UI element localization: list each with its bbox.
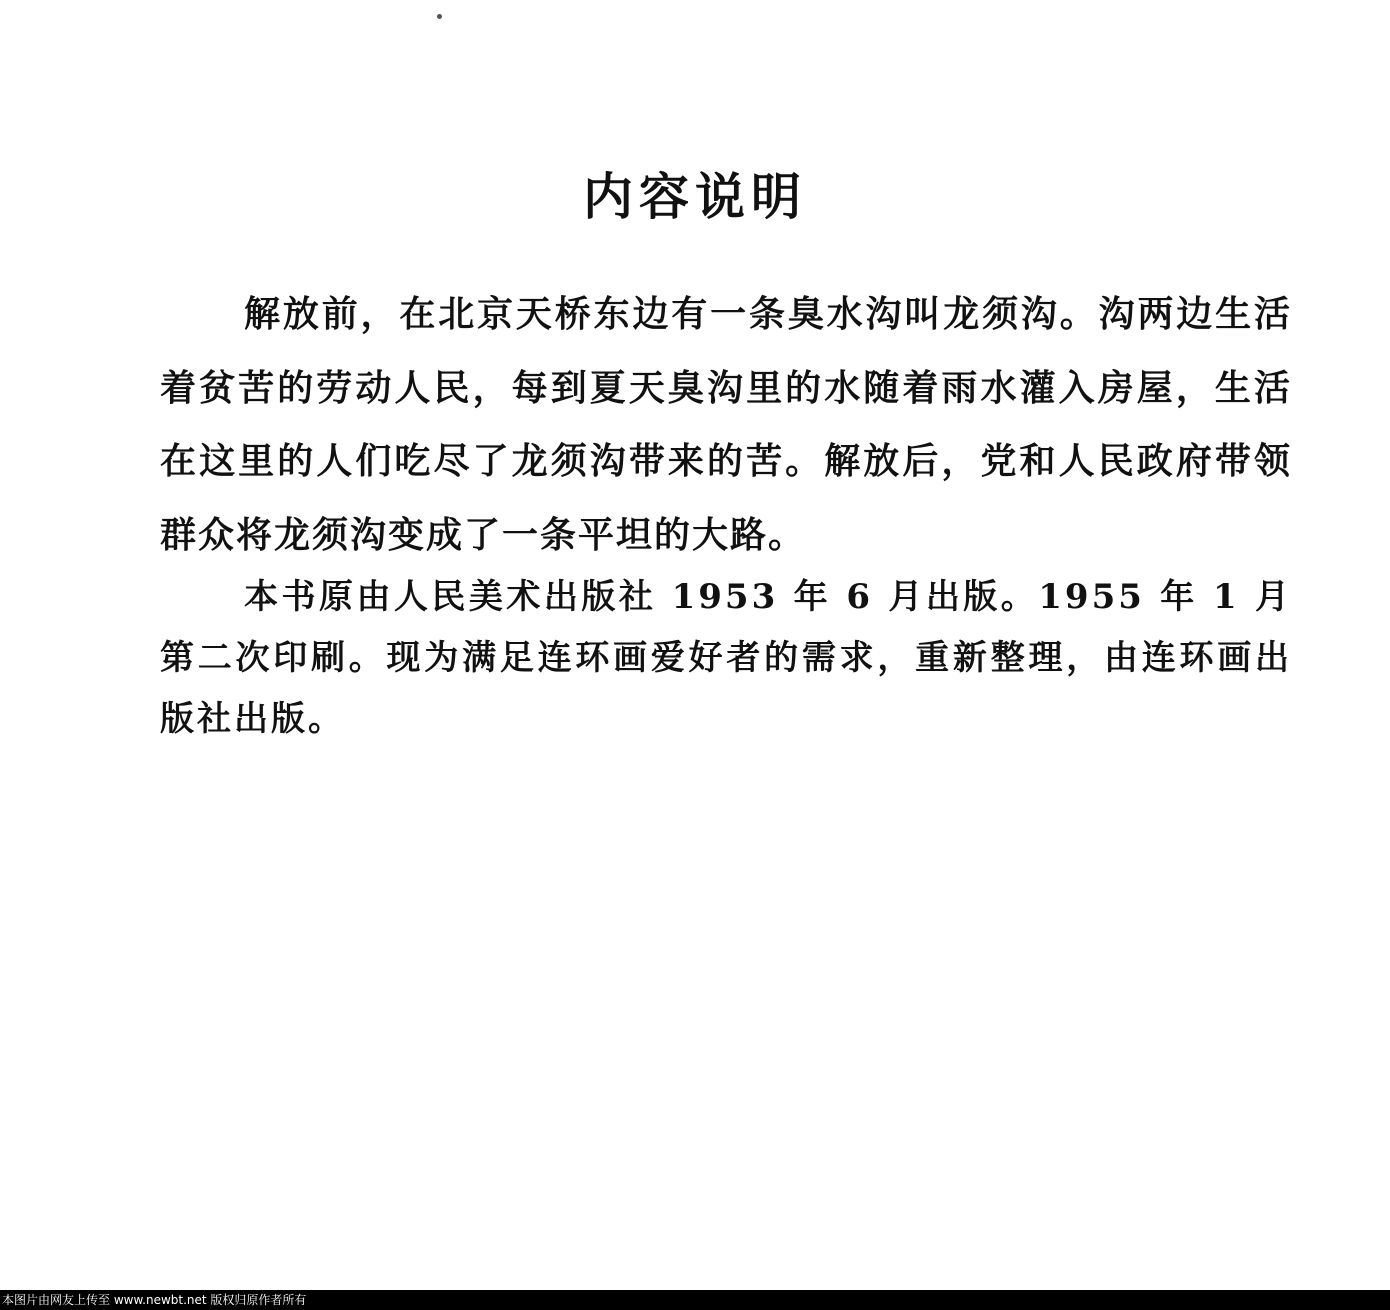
scan-speck: [437, 14, 442, 19]
page-title: 内容说明: [583, 168, 807, 226]
watermark-footer-text: 本图片由网友上传至 www.newbt.net 版权归原作者所有: [2, 1293, 307, 1307]
watermark-footer-bar: [0, 1290, 1390, 1310]
paragraph-story-summary: 解放前，在北京天桥东边有一条臭水沟叫龙须沟。沟两边生活着贫苦的劳动人民，每到夏天臭沟里的水随着雨水灌入房屋，生活在这里的人们吃尽了龙须沟带来的苦。解放后，党和人民政府带领群众将龙须沟变成了一条平坦的大路。: [160, 294, 1292, 556]
paragraph-publication-note: 本书原由人民美术出版社 1953 年 6 月出版。1955 年 1 月第二次印刷。现为满足连环画爱好者的需求，重新整理，由连环画出版社出版。: [160, 577, 1292, 739]
